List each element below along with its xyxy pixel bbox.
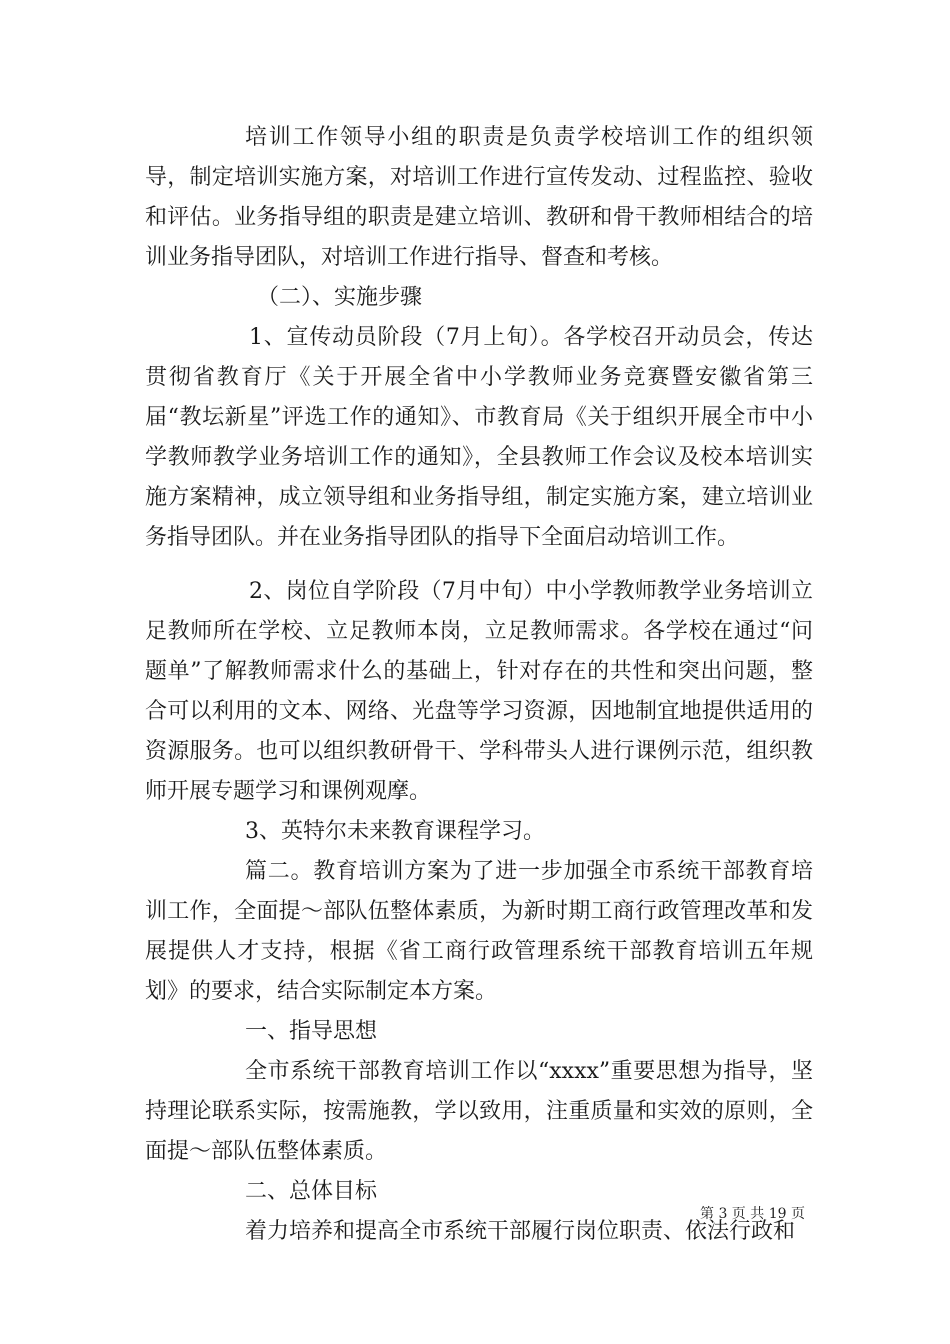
paragraph-duties: 培训工作领导小组的职责是负责学校培训工作的组织领导，制定培训实施方案，对培训工作进行宣传发动、过程监控、验收和评估。业务指导组的职责是建立培训、教研和骨干教师相结合的培训业务指导团队，对培训工作进行指导、督查和考核。 xyxy=(145,125,813,270)
document-body xyxy=(145,118,813,1252)
page-number: 第 3 页 共 19 页 xyxy=(700,1206,805,1222)
heading-guiding-thought: 一、指导思想 xyxy=(245,1019,378,1044)
paragraph-guiding-thought: 全市系统干部教育培训工作以“xxxx”重要思想为指导，坚持理论联系实际，按需施教，学以致用，注重质量和实效的原则，全面提～部队伍整体素质。 xyxy=(145,1059,813,1164)
paragraph-step-3: 3、英特尔未来教育课程学习。 xyxy=(245,819,545,844)
paragraph-step-2: 2、岗位自学阶段（7月中旬）中小学教师教学业务培训立足教师所在学校、立足教师本岗，立足教师需求。各学校在通过“问题单”了解教师需求什么的基础上，针对存在的共性和突出问题，整合可以利用的文本、网络、光盘等学习资源，因地制宜地提供适用的资源服务。也可以组织教研骨干、学科带头人进行课例示范，组织教师开展专题学习和课例观摩。 xyxy=(145,579,813,804)
paragraph-overall-goal: 着力培养和提高全市系统干部履行岗位职责、依法行政和 xyxy=(245,1219,796,1244)
heading-implementation-steps: （二）、实施步骤 xyxy=(257,285,423,310)
heading-overall-goal: 二、总体目标 xyxy=(245,1179,378,1204)
paragraph-part-two-intro: 篇二。教育培训方案为了进一步加强全市系统干部教育培训工作，全面提～部队伍整体素质，为新时期工商行政管理改革和发展提供人才支持，根据《省工商行政管理系统干部教育培训五年规划》的要求，结合实际制定本方案。 xyxy=(145,859,813,1004)
paragraph-step-1: 1、宣传动员阶段（7月上旬）。各学校召开动员会，传达贯彻省教育厅《关于开展全省中小学教师业务竞赛暨安徽省第三届“教坛新星”评选工作的通知》、市教育局《关于组织开展全市中小学教师教学业务培训工作的通知》，全县教师工作会议及校本培训实施方案精神，成立领导组和业务指导组，制定实施方案，建立培训业务指导团队。并在业务指导团队的指导下全面启动培训工作。 xyxy=(145,325,813,550)
